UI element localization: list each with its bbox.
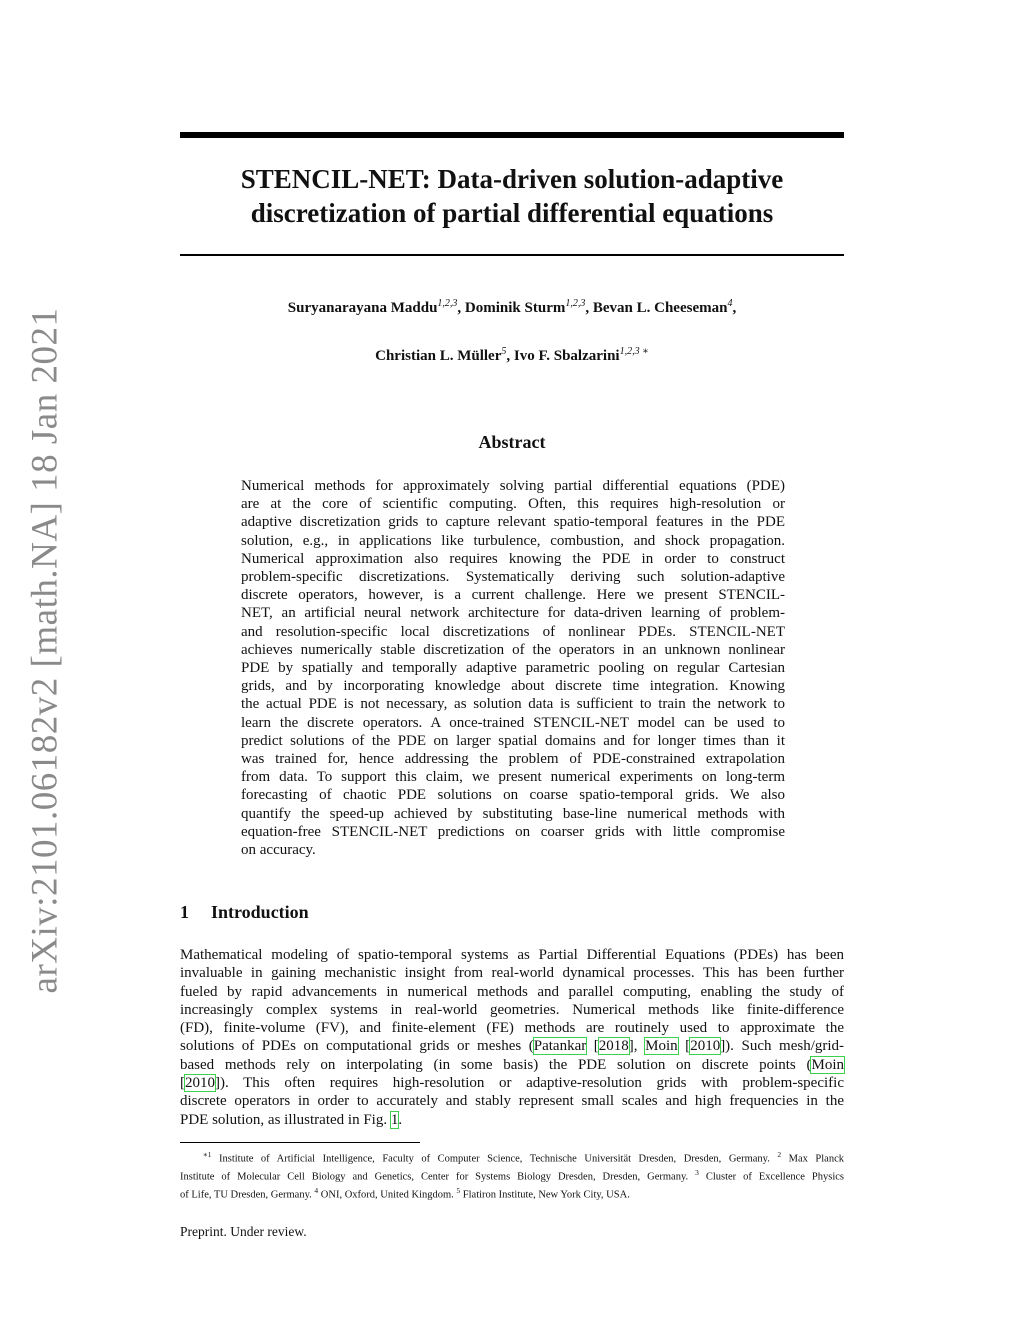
arxiv-identifier-stamp [16,307,74,993]
abstract-line: are at the core of scientific computing. Often, this requires high-resolution or [241,496,785,513]
affiliations-footnote [180,1148,844,1202]
abstract-line: achieves numerically stable discretization of the operators in an unknown nonlinear [241,641,785,658]
footnote-marker: 4 [314,1185,319,1195]
text-run: [ [180,1075,185,1092]
figure-link-1[interactable]: 1 [390,1111,399,1128]
paragraph-line: increasingly complex systems in real-world geometries. Numerical methods like finite-difference [180,1001,844,1018]
abstract-heading: Abstract [478,432,546,452]
paragraph-line: fueled by rapid advancements in numerical methods and parallel computing, enabling the study of [180,983,844,1000]
section-heading-introduction [180,902,309,923]
paragraph-line [180,1056,844,1074]
paragraph-line: discrete operators in order to accurately and stably represent small scales and high frequencies in the [180,1093,844,1110]
arxiv-identifier-text: arXiv:2101.06182v2 [math.NA] 18 Jan 2021 [24,307,66,993]
abstract-line: problem-specific discretizations. Systematically deriving such solution-adaptive [241,569,785,586]
text-run: . [398,1111,403,1128]
text-run: solutions of PDEs on computational grids or meshes ( [180,1038,534,1055]
author-name: , Dominik Sturm [457,300,566,316]
footnote-rule [180,1142,420,1143]
footnote-text: Institute of Molecular Cell Biology and Genetics, Center for Systems Biology Dresden, Dresden, Germany. [180,1171,696,1183]
abstract-line: PDE by spatially and temporally adaptive parametric pooling on regular Cartesian [241,660,785,677]
preprint-note: Preprint. Under review. [180,1224,307,1239]
abstract-line: predict solutions of the PDE on larger spatial domains and for longer times than it [241,732,785,749]
author-affiliation: 1,2,3 [565,298,586,309]
author-affiliation: 4 [727,298,733,309]
footnote-text: Max Planck [781,1153,845,1165]
footnote-line [180,1184,844,1202]
author-line-2 [180,346,844,365]
author-affiliation: 1,2,3 ∗ [619,346,649,357]
title-bottom-rule [180,254,844,256]
paragraph-line: (FD), finite-volume (FV), and finite-element (FE) methods are routinely used to approximate the [180,1020,844,1037]
footnote-marker: 3 [695,1167,699,1177]
citation-link-patankar-year[interactable]: 2018 [598,1038,629,1055]
title-line-1: STENCIL-NET: Data-driven solution-adaptive [240,164,784,194]
abstract-line: from data. To support this claim, we present numerical experiments on long-term [241,769,785,786]
abstract-line: forecasting of chaotic PDE solutions on coarse spatio-temporal grids. We also [241,787,785,804]
author-affiliation: 5 [501,346,507,357]
footnote-line [180,1166,844,1184]
text-run: ], [628,1038,646,1055]
abstract-line: NET, an artificial neural network architecture for data-driven learning of problem- [241,605,785,622]
section-number: 1 [180,902,189,922]
paragraph-line: Mathematical modeling of spatio-temporal systems as Partial Differential Equations (PDEs) has been [180,947,844,963]
author-name: , Ivo F. Sbalzarini [506,348,620,364]
author-name: Christian L. Müller [375,348,502,364]
abstract-line: adaptive discretization grids to capture relevant spatio-temporal features in the PDE [241,514,785,531]
text-run: ]). Such mesh/grid- [720,1038,845,1055]
introduction-paragraph [180,946,844,1129]
abstract-line: Numerical methods for approximately solving partial differential equations (PDE) [241,478,785,494]
citation-link-moin[interactable]: Moin [645,1038,678,1055]
footnote-text: ONI, Oxford, United Kingdom. [318,1189,457,1201]
abstract-line: was trained for, hence addressing the problem of PDE-constrained extrapolation [241,751,785,768]
abstract-line: on accuracy. [241,842,316,859]
footnote-line [180,1148,844,1166]
section-title: Introduction [211,902,309,922]
paper-title [180,162,844,230]
author-name: , Bevan L. Cheeseman [585,300,728,316]
paragraph-line [180,1074,844,1092]
footnote-text: Cluster of Excellence Physics [698,1171,844,1183]
footnote-text: of Life, TU Dresden, Germany. [180,1189,315,1201]
abstract-line: solution, e.g., in applications like turbulence, combustion, and shock propagation. [241,532,785,549]
abstract-line: quantify the speed-up achieved by substituting base-line numerical methods with [241,805,785,822]
footnote-marker: 2 [777,1150,782,1159]
citation-link-moin-year[interactable]: 2010 [690,1038,721,1055]
author-name: Suryanarayana Maddu [287,300,438,316]
author-line-1 [180,298,844,317]
text-run: ]). This often requires high-resolution or adaptive-resolution grids with problem-specific [215,1075,844,1092]
paragraph-line [180,1111,844,1129]
citation-link-patankar[interactable]: Patankar [533,1038,587,1055]
abstract-line: Numerical approximation also requires knowing the PDE in order to construct [241,550,785,567]
text-run: PDE solution, as illustrated in Fig. [180,1111,391,1128]
text-run: based methods rely on interpolating (in some basis) the PDE solution on discrete points ( [180,1056,812,1073]
citation-link-moin-year[interactable]: 2010 [185,1075,215,1092]
abstract-line: and resolution-specific local discretizations of nonlinear PDEs. STENCIL-NET [241,623,785,640]
abstract-line: grids, and by incorporating knowledge about discrete time integration. Knowing [241,678,785,695]
text-run: [ [586,1038,599,1055]
footnote-text: Flatiron Institute, New York City, USA. [460,1189,630,1201]
footnote-text: Institute of Artificial Intelligence, Faculty of Computer Science, Technische Universität Dresden, Dresden, Germany. [211,1153,778,1165]
paragraph-line: invaluable in gaining mechanistic insight from real-world dynamical processes. This has been further [180,965,844,982]
citation-link-moin[interactable]: Moin [811,1056,844,1073]
footnote-marker: ∗1 [202,1150,212,1159]
abstract-line: equation-free STENCIL-NET predictions on coarser grids with little compromise [241,823,785,840]
text-run: [ [677,1038,691,1055]
paragraph-line [180,1037,844,1055]
abstract-line: learn the discrete operators. A once-trained STENCIL-NET model can be used to [241,714,785,731]
abstract-line: the actual PDE is not necessary, as solution data is sufficient to train the network to [241,696,785,713]
abstract-line: discrete operators, however, is a current challenge. Here we present STENCIL- [241,587,785,604]
author-separator: , [732,300,737,316]
title-line-2: discretization of partial differential equations [250,198,774,228]
title-top-rule [180,132,844,138]
abstract-body [241,477,785,859]
footnote-marker: 5 [456,1185,461,1195]
author-affiliation: 1,2,3 [437,298,458,309]
